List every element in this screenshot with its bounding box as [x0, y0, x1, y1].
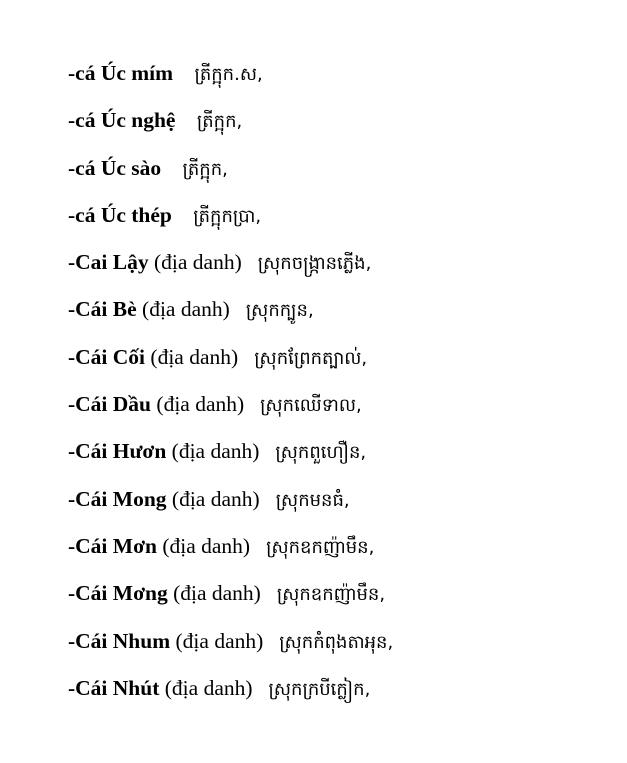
- entry-term: -Cái Dầu: [68, 392, 152, 417]
- entry-note: (địa danh): [154, 250, 242, 275]
- entry-note: (địa danh): [156, 392, 245, 417]
- list-item: [68, 626, 608, 673]
- entry-term: -Cái Nhum: [68, 628, 171, 653]
- entry-term: -Cái Cối: [68, 344, 146, 369]
- list-item: [68, 58, 608, 105]
- entry-note: (địa danh): [150, 344, 239, 369]
- list-item: [68, 484, 608, 531]
- list-item: [68, 673, 608, 720]
- list-item: [68, 247, 608, 294]
- entry-term: -cá Úc thép: [68, 202, 172, 227]
- entry-khmer: ស្រុកចង្ក្រានភ្លើង,: [257, 253, 372, 275]
- list-item: [68, 578, 608, 625]
- entry-khmer: ត្រីក្អុក,: [182, 158, 228, 180]
- entry-term: -cá Úc nghệ: [68, 108, 176, 133]
- entry-note: (địa danh): [175, 628, 264, 653]
- entry-khmer: ត្រីក្អុកប្រា,: [193, 205, 262, 227]
- list-item: [68, 105, 608, 152]
- list-item: [68, 342, 608, 389]
- entry-khmer: ស្រុកឧកញ៉ាមឹន,: [276, 584, 386, 606]
- entry-term: -Cai Lậy: [68, 250, 149, 275]
- entry-term: -Cái Mơn: [68, 533, 157, 558]
- entry-khmer: ស្រុកព្រែកត្បាល់,: [254, 347, 368, 369]
- entry-khmer: ស្រុកពួហឿន,: [275, 442, 367, 464]
- entry-khmer: ស្រុកឈើទាល,: [260, 395, 362, 417]
- entry-term: -Cái Mơng: [68, 581, 168, 606]
- entry-khmer: ស្រុកក្បូន,: [245, 300, 314, 322]
- list-item: [68, 531, 608, 578]
- entry-khmer: ស្រុកមនធំ,: [275, 489, 350, 511]
- entry-term: -Cái Nhút: [68, 675, 160, 700]
- entry-term: -Cái Hươn: [68, 439, 167, 464]
- entry-khmer: ស្រុកក្របីក្លៀក,: [268, 678, 371, 700]
- entry-note: (địa danh): [173, 581, 261, 606]
- entry-khmer: ស្រុកកំពុងតាអុន,: [279, 631, 394, 653]
- entry-term: -cá Úc sào: [68, 155, 162, 180]
- entry-list: [68, 58, 608, 720]
- entry-term: -Cái Mong: [68, 486, 167, 511]
- entry-note: (địa danh): [164, 675, 253, 700]
- list-item: [68, 153, 608, 200]
- entry-khmer: ត្រីក្អុក.ស,: [194, 64, 263, 85]
- entry-khmer: ស្រុកឧកញ៉ាមឹន,: [266, 536, 375, 558]
- entry-term: -Cái Bè: [68, 297, 137, 322]
- list-item: [68, 200, 608, 247]
- entry-note: (địa danh): [171, 486, 260, 511]
- list-item: [68, 294, 608, 341]
- entry-note: (địa danh): [142, 297, 230, 322]
- list-item: [68, 389, 608, 436]
- list-item: [68, 436, 608, 483]
- entry-note: (địa danh): [171, 439, 260, 464]
- entry-khmer: ត្រីក្អុក,: [196, 111, 243, 133]
- entry-note: (địa danh): [162, 533, 251, 558]
- entry-term: -cá Úc mím: [68, 61, 174, 85]
